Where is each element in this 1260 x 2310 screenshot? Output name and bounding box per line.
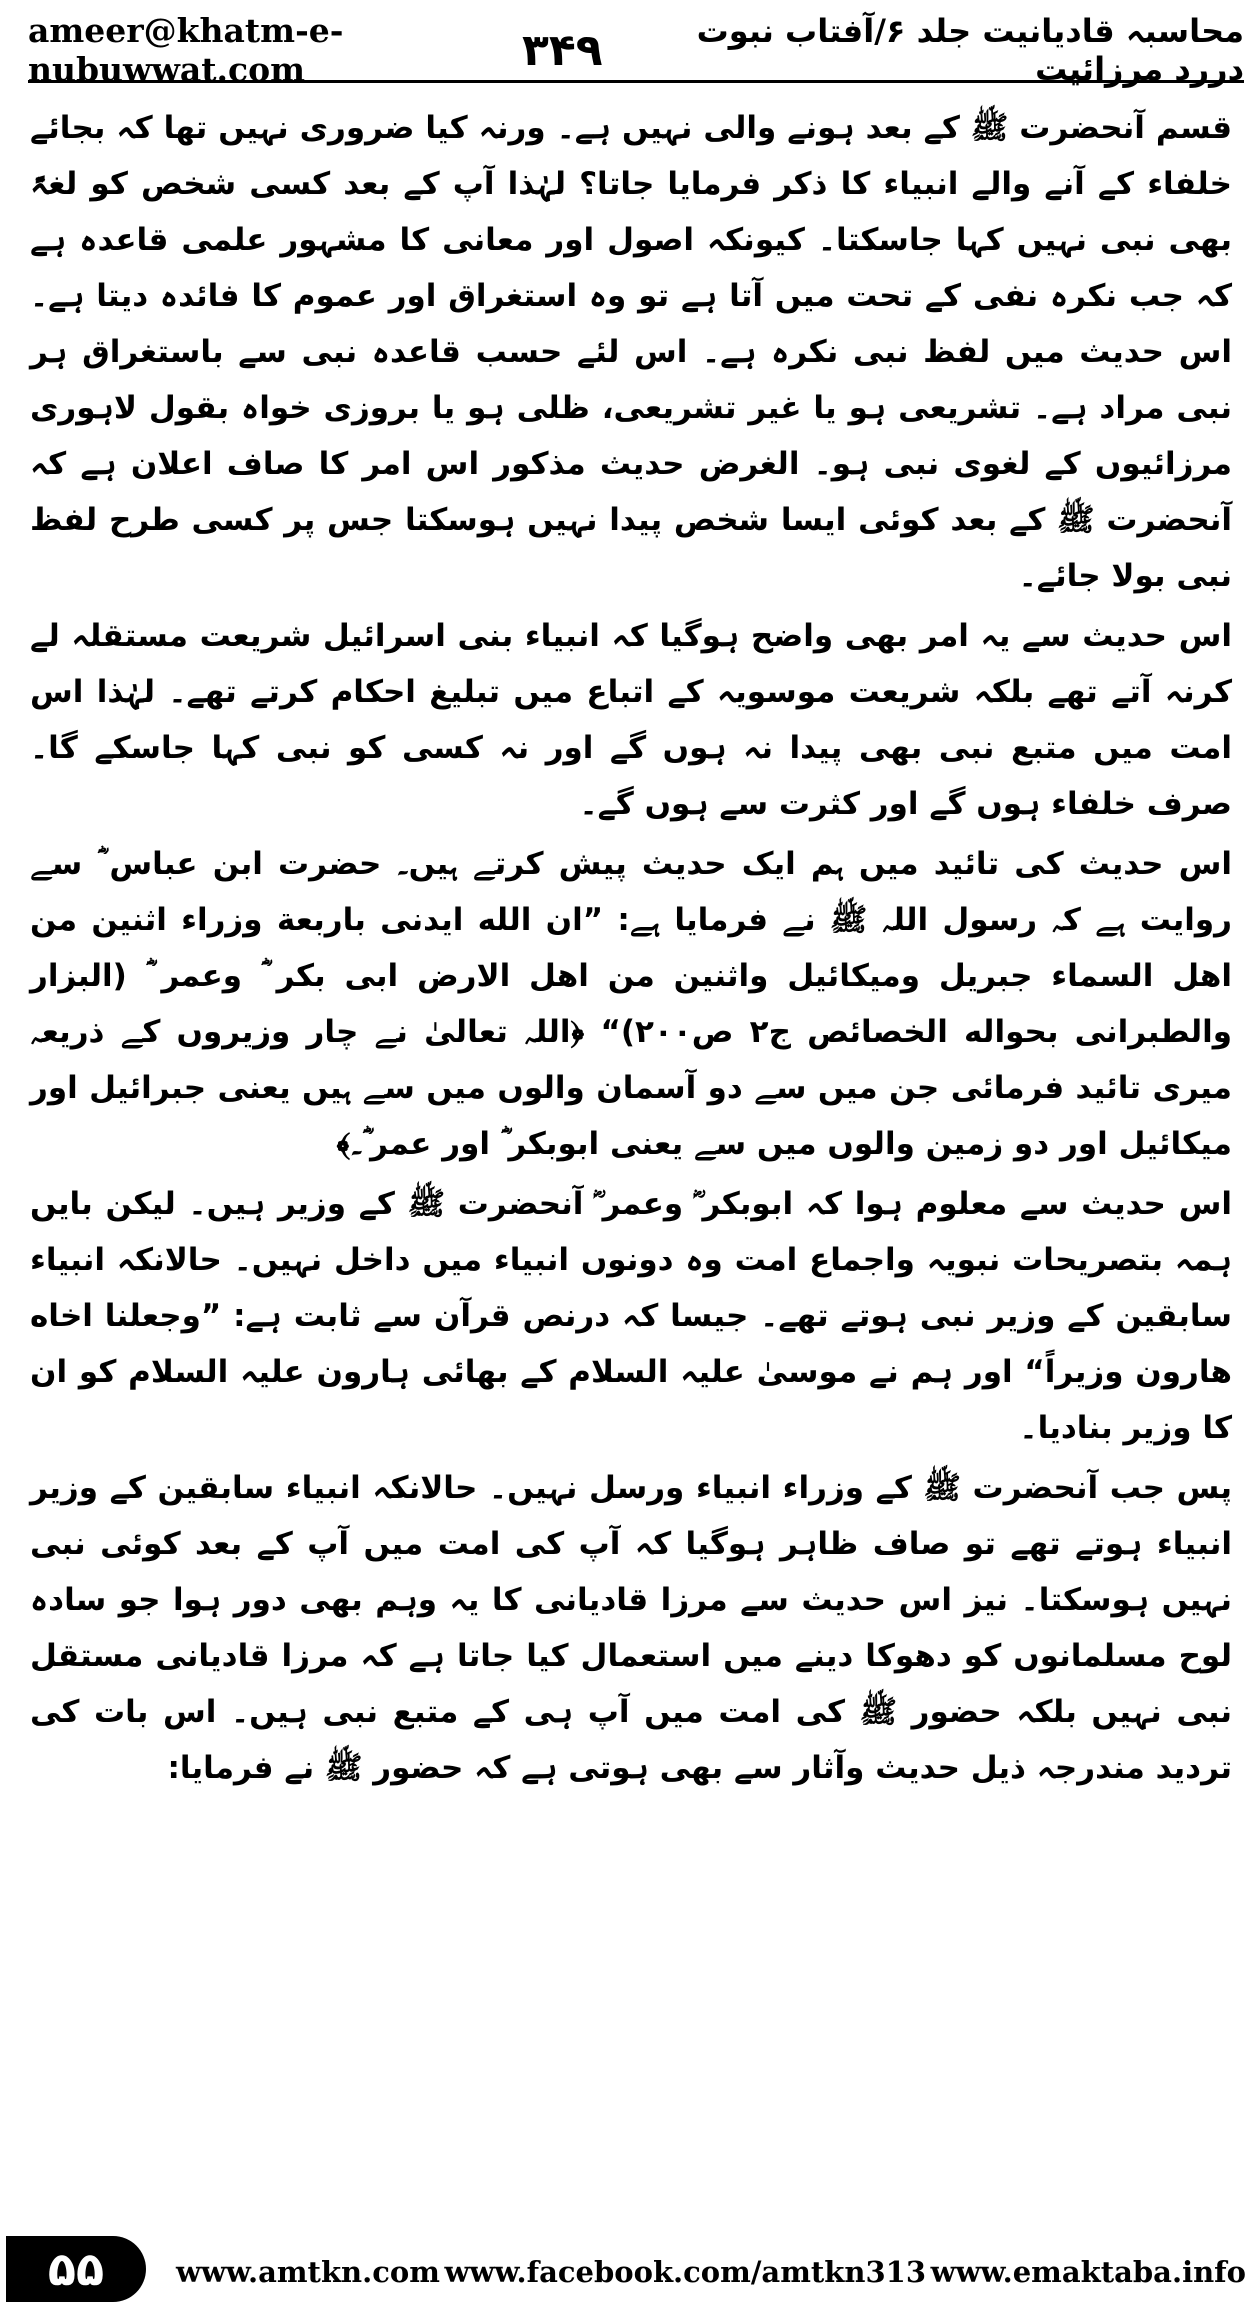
book-title: محاسبہ قادیانیت جلد ۶/آفتاب نبوت دررد مرزائیت — [696, 12, 1244, 88]
page-header — [28, 11, 1244, 89]
paragraph-5: پس جب آنحضرت ﷺ کے وزراء انبیاء ورسل نہیں۔ حالانکہ انبیاء سابقین کے وزیر انبیاء ہوتے تھے تو صاف ظاہر ہوگیا کہ آپ کی امت میں آپ کے بعد کوئی نبی نہیں ہوسکتا۔ نیز اس حدیث سے مرزا قادیانی کا یہ وہم بھی دور ہوا جو سادہ لوح مسلمانوں کو دھوکا دینے میں استعمال کیا جاتا ہے کہ مرزا قادیانی مستقل نبی نہیں بلکہ حضور ﷺ کی امت میں آپ ہی کے متبع نبی ہیں۔ اس بات کی تردید مندرجہ ذیل حدیث وآثار سے بھی ہوتی ہے کہ حضور ﷺ نے فرمایا: — [30, 1470, 1232, 1786]
footer-page-badge: ۵۵ — [6, 2236, 146, 2302]
paragraph-2: اس حدیث سے یہ امر بھی واضح ہوگیا کہ انبیاء بنی اسرائیل شریعت مستقلہ لے کرنہ آتے تھے بلکہ شریعت موسویہ کے اتباع میں تبلیغ احکام کرتے تھے۔ لہٰذا اس امت میں متبع نبی بھی پیدا نہ ہوں گے اور نہ کسی کو نبی کہا جاسکے گا۔ صرف خلفاء ہوں گے اور کثرت سے ہوں گے۔ — [30, 618, 1232, 822]
footer-links — [176, 2244, 1246, 2300]
footer-link-amtkn[interactable]: www.amtkn.com — [176, 2255, 440, 2289]
paragraph-3: اس حدیث کی تائید میں ہم ایک حدیث پیش کرتے ہیں۔ حضرت ابن عباس ؓ سے روایت ہے کہ رسول اللہ ﷺ نے فرمایا ہے: ”ان الله ایدنی باربعة وزراء اثنین من اهل السماء جبریل ومیکائیل واثنین من اهل الارض ابی بکر ؓ وعمر ؓ (البزار والطبرانی بحواله الخصائص ج۲ ص۲۰۰)“ ﴿اللہ تعالیٰ نے چار وزیروں کے ذریعہ میری تائید فرمائی جن میں سے دو آسمان والوں میں سے ہیں یعنی جبرائیل اور میکائیل اور دو زمین والوں میں سے یعنی ابوبکر ؓ اور عمر ؓ۔﴾ — [30, 846, 1232, 1162]
page-footer — [0, 2236, 1260, 2306]
header-email: ameer@khatm-e-nubuwwat.com — [28, 11, 344, 89]
footer-link-facebook[interactable]: www.facebook.com/amtkn313 — [444, 2255, 926, 2289]
paragraph-1: قسم آنحضرت ﷺ کے بعد ہونے والی نہیں ہے۔ ورنہ کیا ضروری نہیں تھا کہ بجائے خلفاء کے آنے والے انبیاء کا ذکر فرمایا جاتا؟ لہٰذا آپ کے بعد کسی شخص کو لغۃً بھی نبی نہیں کہا جاسکتا۔ کیونکہ اصول اور معانی کا مشہور علمی قاعدہ ہے کہ جب نکرہ نفی کے تحت میں آتا ہے تو وہ استغراق اور عموم کا فائدہ دیتا ہے۔ اس حدیث میں لفظ نبی نکرہ ہے۔ اس لئے حسب قاعدہ نبی سے باستغراق ہر نبی مراد ہے۔ تشریعی ہو یا غیر تشریعی، ظلی ہو یا بروزی خواہ بقول لاہوری مرزائیوں کے لغوی نبی ہو۔ الغرض حدیث مذکور اس امر کا صاف اعلان ہے کہ آنحضرت ﷺ کے بعد کوئی ایسا شخص پیدا نہیں ہوسکتا جس پر کسی طرح لفظ نبی بولا جائے۔ — [30, 110, 1232, 594]
page-number: ۳۴۹ — [521, 24, 603, 76]
paragraph-4: اس حدیث سے معلوم ہوا کہ ابوبکر ؓ وعمر ؓ آنحضرت ﷺ کے وزیر ہیں۔ لیکن بایں ہمہ بتصریحات نبویہ واجماع امت وہ دونوں انبیاء میں داخل نہیں۔ حالانکہ انبیاء سابقین کے وزیر نبی ہوتے تھے۔ جیسا کہ درنص قرآن سے ثابت ہے: ”وجعلنا اخاه هارون وزیراً“ اور ہم نے موسیٰ علیہ السلام کے بھائی ہارون علیہ السلام کو ان کا وزیر بنادیا۔ — [30, 1186, 1232, 1446]
header-title-group — [522, 12, 1244, 88]
page-body — [30, 100, 1232, 2190]
footer-link-emaktaba[interactable]: www.emaktaba.info — [930, 2255, 1246, 2289]
